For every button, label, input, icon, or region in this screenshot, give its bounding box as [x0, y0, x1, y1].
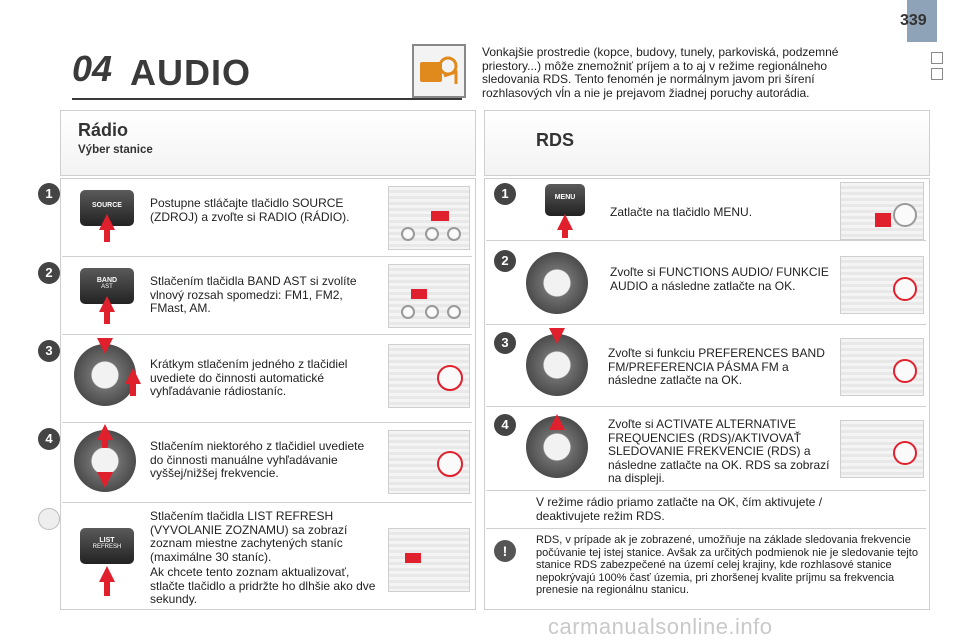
red-arrow-icon	[99, 566, 115, 582]
chapter-title: AUDIO	[130, 52, 251, 93]
tip-text: Ak chcete tento zoznam aktualizovať, stlačte tlačidlo a pridržte ho dlhšie ako dve sekundy.	[150, 565, 376, 606]
radio-unit-image	[388, 430, 470, 494]
step-text: Zvoľte si FUNCTIONS AUDIO/ FUNKCIE AUDIO a následne zatlačte na OK.	[610, 265, 829, 293]
radio-unit-image	[388, 264, 470, 328]
radio-unit-image	[388, 186, 470, 250]
red-arrow-icon	[99, 214, 115, 230]
radio-unit-image	[388, 344, 470, 408]
divider	[486, 324, 926, 325]
divider	[62, 334, 472, 335]
chapter-rule	[72, 98, 462, 100]
list-refresh-button-icon: LIST REFRESH	[80, 528, 134, 564]
watermark: carmanualsonline.info	[548, 614, 773, 639]
step-text: Zatlačte na tlačidlo MENU.	[610, 205, 753, 219]
step-number: 1	[38, 183, 60, 205]
red-arrow-icon	[97, 338, 113, 354]
divider	[62, 422, 472, 423]
red-arrow-icon	[99, 296, 115, 312]
red-arrow-icon	[557, 214, 573, 230]
red-arrow-icon	[97, 472, 113, 488]
band-ast-button-icon: BAND AST	[80, 268, 134, 304]
step-number: 4	[494, 414, 516, 436]
radio-unit-image	[840, 338, 924, 396]
nav-square-1	[931, 52, 943, 64]
rds-title: RDS	[536, 130, 575, 150]
step-text: Stlačením tlačidla BAND AST si zvolíte vlnový rozsah spomedzi: FM1, FM2, FMast, AM.	[150, 274, 357, 315]
ok-note-text: V režime rádio priamo zatlačte na OK, čím aktivujete / deaktivujete režim RDS.	[536, 495, 823, 523]
red-arrow-icon	[130, 382, 136, 396]
step-text: Krátkym stlačením jedného z tlačidiel uvediete do činnosti automatické vyhľadávanie rádiostaníc.	[150, 357, 348, 398]
divider	[486, 528, 926, 529]
step-text: Zvoľte si ACTIVATE ALTERNATIVE FREQUENCIES (RDS)/AKTIVOVAŤ SLEDOVANIE FREKVENCIE (RDS) a následne zatlačte na OK. RDS sa zobrazí na displeji.	[608, 417, 830, 485]
warning-text: RDS, v prípade ak je zobrazené, umožňuje na základe sledovania frekvencie počúvanie tej istej stanice. Avšak za určitých podmienok nie je sledovanie tejto stanice RDS zabezpečené na území celej krajiny, kde rozhlasové stanice nepokrývajú 100% časť územia, pri zhoršenej kvalite príjmu sa frekvencia prenesie na regionálnu stanicu.	[536, 534, 918, 596]
navigation-wheel-icon	[526, 252, 588, 314]
step-number: 2	[494, 250, 516, 272]
radio-subtitle: Výber stanice	[78, 144, 153, 156]
red-arrow-icon	[104, 580, 110, 596]
divider	[486, 406, 926, 407]
step-number: 4	[38, 428, 60, 450]
source-button-icon: SOURCE	[80, 190, 134, 226]
step-number: 3	[494, 332, 516, 354]
red-arrow-icon	[125, 368, 141, 384]
step-text: Zvoľte si funkciu PREFERENCES BAND FM/PREFERENCIA PÁSMA FM a následne zatlačte na OK.	[608, 346, 825, 387]
chapter-number: 04	[72, 48, 113, 89]
intro-paragraph: Vonkajšie prostredie (kopce, budovy, tunely, parkoviská, podzemné priestory...) môže znemožniť príjem a to aj v režime regionálneho sledovania RDS. Tento fenomén je normálnym javom pri šírení rozhlasových vĺn a nie je prejavom žiadnej poruchy autorádia.	[482, 45, 839, 100]
red-arrow-icon	[104, 310, 110, 324]
lightbulb-icon	[38, 508, 60, 530]
tip-text: Stlačením tlačidla LIST REFRESH (VYVOLANIE ZOZNAMU) sa zobrazí zoznam miestne zachytených staníc (maximálne 30 staníc).	[150, 509, 348, 564]
radio-unit-image	[388, 528, 470, 592]
red-arrow-icon	[549, 328, 565, 344]
audio-chapter-icon	[412, 44, 466, 98]
step-number: 3	[38, 340, 60, 362]
radio-unit-image	[840, 182, 924, 240]
red-arrow-icon	[549, 414, 565, 430]
warning-icon: !	[494, 540, 516, 562]
page-number: 339	[900, 12, 927, 29]
step-number: 1	[494, 183, 516, 205]
radio-title: Rádio	[78, 120, 129, 140]
divider	[62, 256, 472, 257]
divider	[486, 240, 926, 241]
radio-unit-image	[840, 256, 924, 314]
red-arrow-icon	[97, 424, 113, 440]
step-number: 2	[38, 262, 60, 284]
red-arrow-icon	[104, 228, 110, 242]
radio-unit-image	[840, 420, 924, 478]
nav-square-2	[931, 68, 943, 80]
step-text: Stlačením niektorého z tlačidiel uvediete do činnosti manuálne vyhľadávanie vyššej/nižšej frekvencie.	[150, 439, 365, 480]
menu-button-icon: MENU	[545, 184, 585, 216]
divider	[486, 490, 926, 491]
divider	[62, 502, 472, 503]
step-text: Postupne stláčajte tlačidlo SOURCE (ZDROJ) a zvoľte si RADIO (RÁDIO).	[150, 196, 350, 224]
